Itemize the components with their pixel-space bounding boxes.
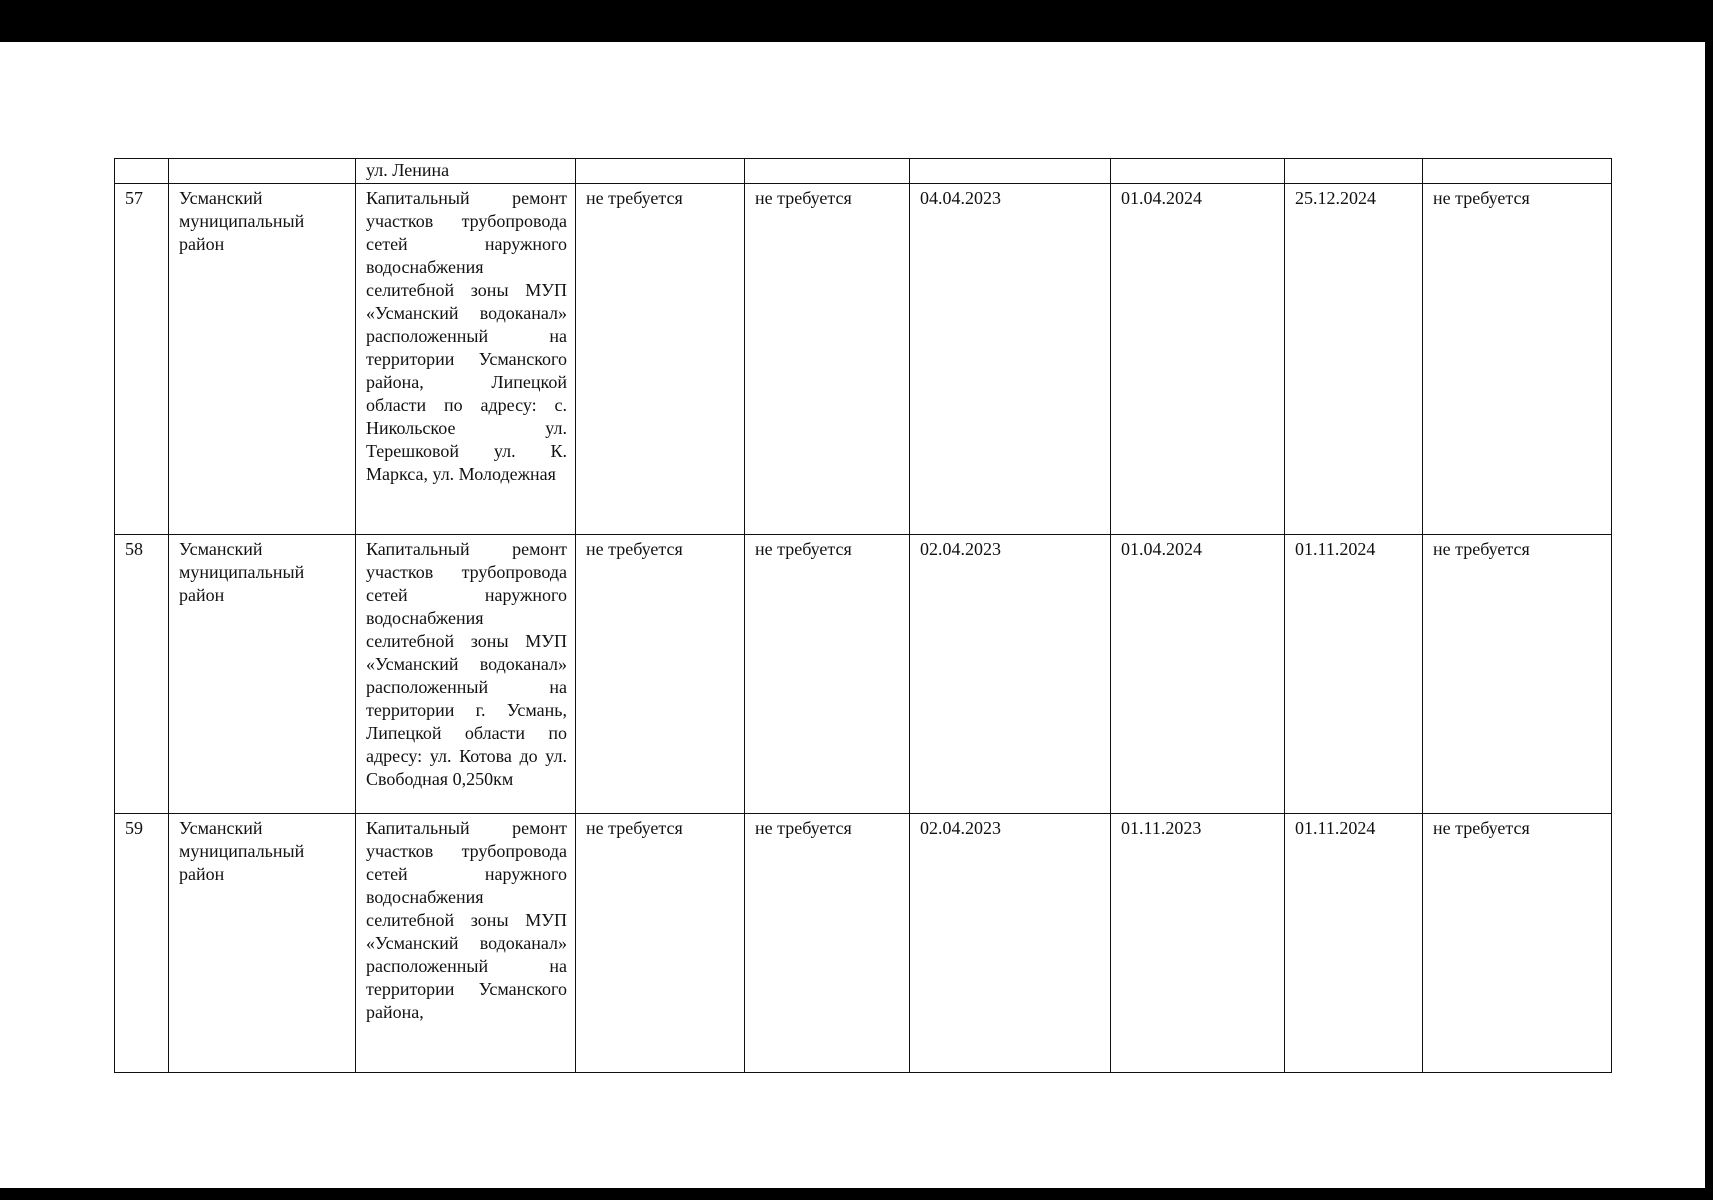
scan-border-top <box>0 0 1713 42</box>
row-number-cell <box>115 159 169 184</box>
requirement-cell: не требуется <box>1423 535 1612 814</box>
requirement-cell: не требуется <box>576 535 745 814</box>
requirement-cell: не требуется <box>745 535 910 814</box>
scan-border-bottom <box>0 1188 1713 1200</box>
requirement-cell: не требуется <box>576 814 745 1073</box>
table-row-continuation <box>115 159 1612 184</box>
description-cell <box>356 159 576 184</box>
date-cell: 01.04.2024 <box>1111 184 1285 535</box>
requirement-cell <box>745 159 910 184</box>
date-cell <box>1285 159 1423 184</box>
description-text: Капитальный ремонт участков трубопровода сетей наружного водоснабжения селитебной зоны МУП «Усманский водоканал» расположенный на территории Усманского района, <box>366 818 567 1022</box>
requirement-cell <box>576 159 745 184</box>
date-cell: 01.11.2023 <box>1111 814 1285 1073</box>
date-cell: 02.04.2023 <box>910 814 1111 1073</box>
district-cell: Усманский муниципальный район <box>169 814 356 1073</box>
district-cell: Усманский муниципальный район <box>169 184 356 535</box>
requirement-cell: не требуется <box>1423 184 1612 535</box>
requirement-cell: не требуется <box>576 184 745 535</box>
description-text: ул. Ленина <box>366 160 450 180</box>
requirement-cell: не требуется <box>745 184 910 535</box>
description-cell <box>356 184 576 535</box>
works-schedule-table <box>114 158 1612 1073</box>
table-row <box>115 184 1612 535</box>
date-cell <box>910 159 1111 184</box>
description-text: Капитальный ремонт участков трубопровода сетей наружного водоснабжения селитебной зоны МУП «Усманский водоканал» расположенный на территории Усманского района, Липецкой области по адресу: с. Никольское ул. Терешковой ул. К. Маркса, ул. Молодежная <box>366 188 567 484</box>
table-row <box>115 535 1612 814</box>
date-cell: 02.04.2023 <box>910 535 1111 814</box>
date-cell: 04.04.2023 <box>910 184 1111 535</box>
row-number-cell: 57 <box>115 184 169 535</box>
scan-border-right <box>1705 0 1713 1200</box>
requirement-cell <box>1423 159 1612 184</box>
date-cell: 25.12.2024 <box>1285 184 1423 535</box>
description-cell <box>356 814 576 1073</box>
date-cell: 01.11.2024 <box>1285 814 1423 1073</box>
table-row <box>115 814 1612 1073</box>
description-cell <box>356 535 576 814</box>
district-cell: Усманский муниципальный район <box>169 535 356 814</box>
row-number-cell: 58 <box>115 535 169 814</box>
date-cell: 01.11.2024 <box>1285 535 1423 814</box>
district-cell <box>169 159 356 184</box>
date-cell <box>1111 159 1285 184</box>
row-number-cell: 59 <box>115 814 169 1073</box>
requirement-cell: не требуется <box>1423 814 1612 1073</box>
description-text: Капитальный ремонт участков трубопровода сетей наружного водоснабжения селитебной зоны МУП «Усманский водоканал» расположенный на территории г. Усмань, Липецкой области по адресу: ул. Котова до ул. Свободная 0,250км <box>366 539 567 789</box>
requirement-cell: не требуется <box>745 814 910 1073</box>
date-cell: 01.04.2024 <box>1111 535 1285 814</box>
